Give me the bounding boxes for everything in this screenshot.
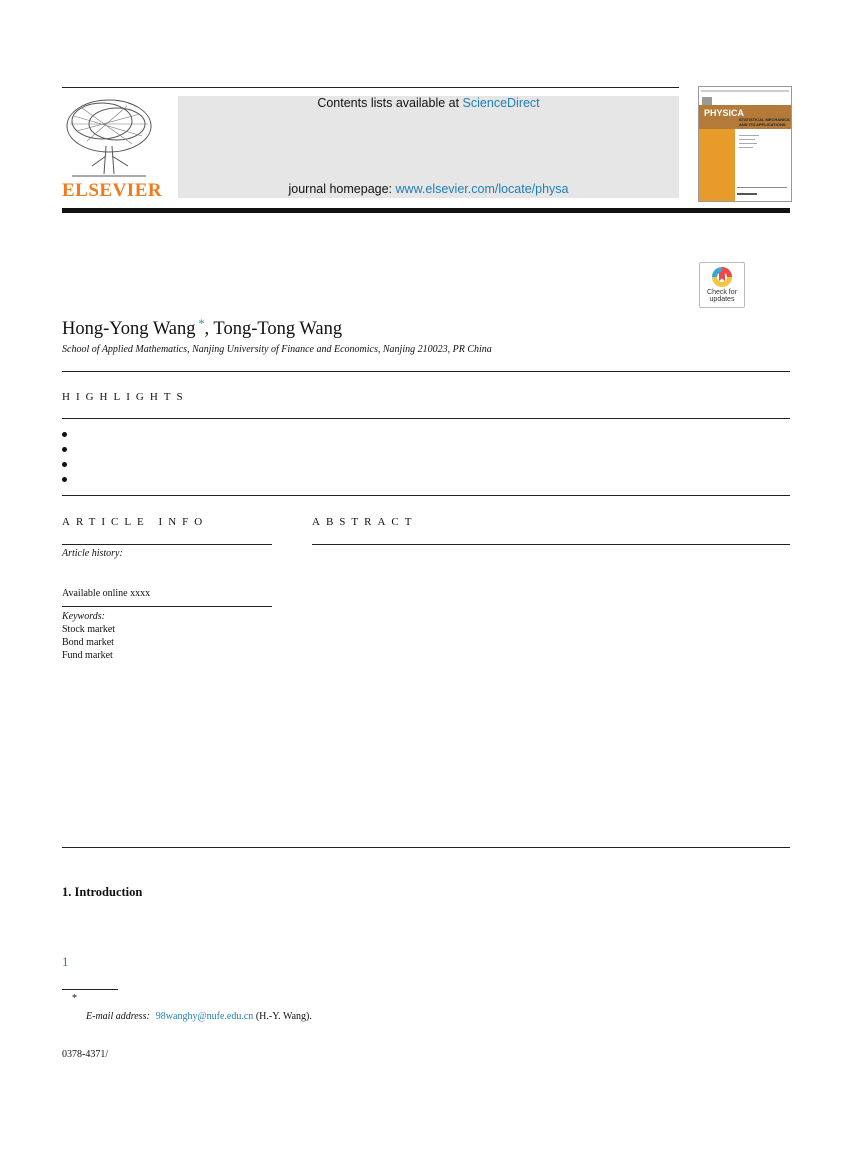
front-matter-end-rule <box>62 847 790 848</box>
available-online: Available online xxxx <box>62 588 151 599</box>
abstract-heading: ABSTRACT <box>312 516 418 528</box>
corresponding-author-mark[interactable]: * <box>198 316 205 330</box>
email-link[interactable]: 98wanghy@nufe.edu.cn <box>155 1011 254 1022</box>
cover-subtitle-2: AND ITS APPLICATIONS <box>739 122 786 127</box>
cover-orange-panel <box>699 129 735 201</box>
contents-prefix: Contents lists available at <box>317 96 463 110</box>
article-info-rule <box>62 544 272 545</box>
highlights-heading: HIGHLIGHTS <box>62 391 189 403</box>
keyword-item: Bond market <box>62 637 114 648</box>
cover-title: PHYSICA <box>704 108 745 118</box>
keywords-label: Keywords: <box>62 611 105 622</box>
affiliation: School of Applied Mathematics, Nanjing University of Finance and Economics, Nanjing 210023, PR China <box>62 344 492 355</box>
highlight-bullet <box>62 462 67 467</box>
publisher-logo-text: ELSEVIER <box>62 180 163 201</box>
check-updates-label-1: Check for <box>707 289 737 296</box>
abstract-rule <box>312 544 790 545</box>
keyword-item: Fund market <box>62 650 113 661</box>
footnote-rule <box>62 989 118 990</box>
cover-text-line <box>739 147 753 148</box>
cover-top-line <box>701 90 789 92</box>
elsevier-tree-icon <box>62 96 156 182</box>
header-thick-rule <box>62 208 790 213</box>
keywords-rule <box>62 606 272 607</box>
footnote-reference-link[interactable]: 1 <box>62 954 69 969</box>
cover-subtitle-1: STATISTICAL MECHANICS <box>739 117 790 122</box>
homepage-link[interactable]: www.elsevier.com/locate/physa <box>395 182 569 196</box>
author-primary: Hong-Yong Wang <box>62 319 196 340</box>
article-info-heading: ARTICLE INFO <box>62 516 209 528</box>
highlights-bottom-rule <box>62 418 790 419</box>
highlight-bullet <box>62 447 67 452</box>
highlight-bullet <box>62 432 67 437</box>
check-for-updates-button[interactable] <box>699 262 745 308</box>
cover-text-line <box>739 139 755 140</box>
cover-band <box>699 105 791 129</box>
cover-footer-line <box>737 187 787 188</box>
cover-text-line <box>739 135 759 136</box>
footnote-mark: * <box>72 993 77 1004</box>
sciencedirect-link[interactable]: ScienceDirect <box>462 96 540 110</box>
issn-line: 0378-4371/ <box>62 1049 109 1060</box>
header-top-rule <box>62 87 679 88</box>
article-history-label: Article history: <box>62 548 123 559</box>
section-title: 1. Introduction <box>62 885 143 899</box>
author-secondary: , Tong-Tong Wang <box>204 319 343 340</box>
highlights-top-rule <box>62 371 790 372</box>
journal-cover[interactable] <box>698 86 792 202</box>
cover-text-line <box>739 143 757 144</box>
author-line <box>62 316 342 340</box>
email-label: E-mail address: <box>86 1011 150 1022</box>
email-suffix: (H.-Y. Wang). <box>253 1011 312 1022</box>
contents-line <box>178 96 679 110</box>
cover-logo-icon <box>702 97 712 105</box>
highlight-bullet <box>62 477 67 482</box>
check-updates-label-2: updates <box>709 296 735 303</box>
homepage-prefix: journal homepage: <box>288 182 396 196</box>
journal-banner <box>178 96 679 198</box>
keyword-item: Stock market <box>62 624 116 635</box>
footnote-line <box>86 1011 312 1022</box>
elsevier-logo[interactable] <box>62 96 163 201</box>
check-updates-icon <box>710 266 734 288</box>
homepage-line <box>178 182 679 196</box>
cover-footer-line <box>737 193 757 195</box>
highlights-end-rule <box>62 495 790 496</box>
